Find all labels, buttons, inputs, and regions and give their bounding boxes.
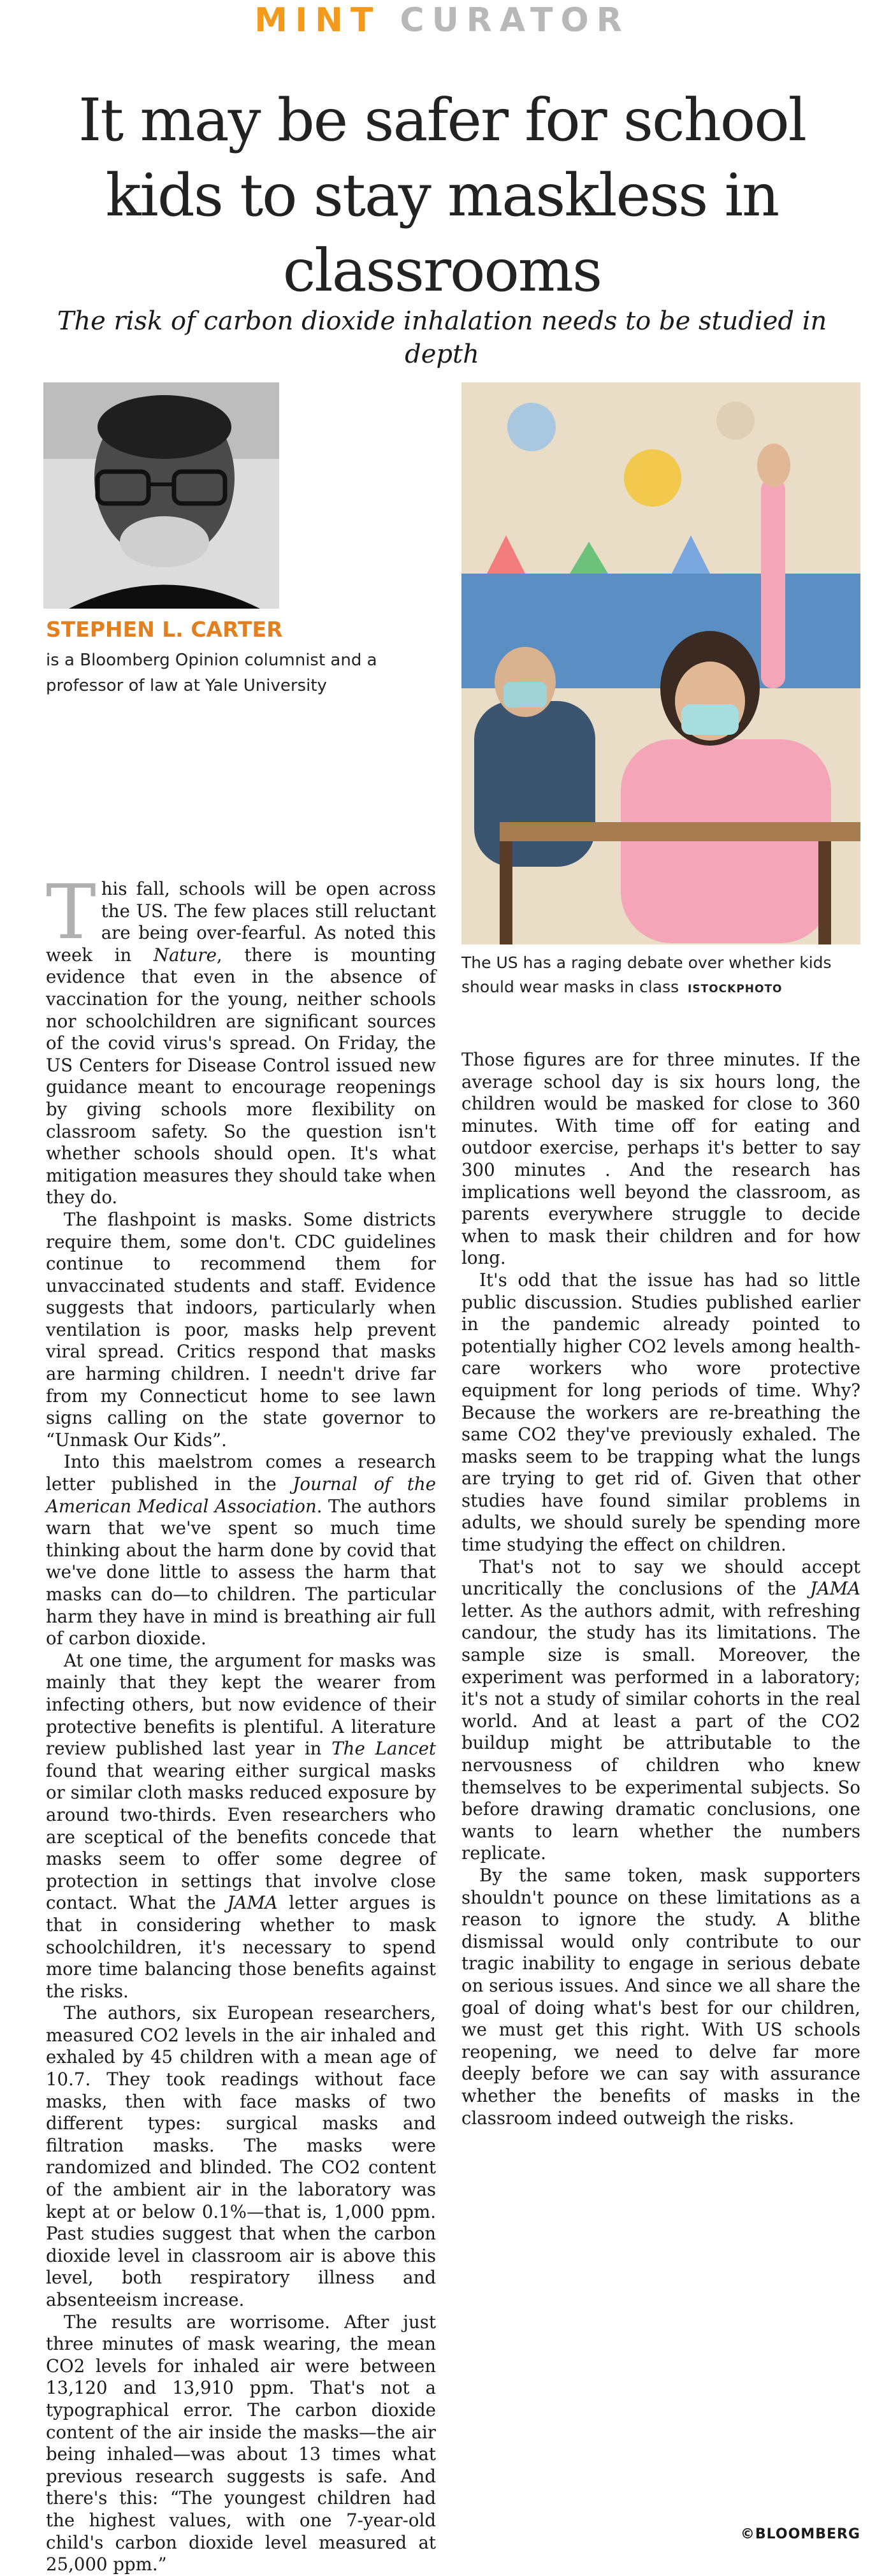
author-headshot [43, 382, 279, 609]
publication-name: JAMA [809, 1578, 860, 1600]
deck: The risk of carbon dioxide inhalation needs to be studied in depth [57, 307, 827, 369]
section-label-mint: MINT [254, 1, 381, 40]
article-text: Into this maelstrom comes a research letter published in the [46, 1451, 436, 1495]
footer-credit: ©BLOOMBERG [740, 2526, 860, 2542]
publication-name: Journal of the American Medical Association [46, 1473, 436, 1517]
article-text: , there is mounting evidence that even in the absence of vaccination for the young, neither schools nor schoolchildren are significant sources of the covid virus's spread. On Friday, the US Centers for Disease Control issued new guidance meant to encourage reopenings by giving schools more flexibility on classroom safety. So the question isn't whether schools should open. It's what mitigation measures they should take when they do. [46, 944, 437, 1208]
article-text: letter argues is that in considering whether to mask schoolchildren, it's necessary to spend more time balancing those benefits against the risks. [46, 1892, 436, 2002]
article-text: . The authors warn that we've spent so much time thinking about the harm done by covid that we've done little to assess the harm that masks can do—to children. The particular harm they have in mind is breathing air full of carbon dioxide. [46, 1495, 436, 1649]
article-column-right [461, 1049, 860, 2129]
article-paragraph: By the same token, mask supporters shouldn't pounce on these limitations as a reason to ignore the study. A blithe dismissal would only contribute to our tragic inability to engage in serious debate on serious issues. And since we all share the goal of doing what's best for our children, we must get this right. With US schools reopening, we need to delve far more deeply before we can say with assurance whether the benefits of masks in the classroom indeed outweigh the risks. [461, 1864, 860, 2129]
article-text: At one time, the argument for masks was mainly that they kept the wearer from infecting others, but now evidence of their protective benefits is plentiful. A literature review published last year in [46, 1649, 436, 1760]
article-paragraph: The authors, six European researchers, measured CO2 levels in the air inhaled and exhaled by 45 children with a mean age of 10.7. They took readings without face masks, then with face masks of two different types: surgical masks and filtration masks. The masks were randomized and blinded. The CO2 content of the ambient air in the laboratory was kept at or below 0.1%—that is, 1,000 ppm. Past studies suggest that when the carbon dioxide level in classroom air is above this level, both respiratory illness and absenteeism increase. [46, 2002, 436, 2310]
article-column-left [46, 868, 437, 2576]
photo-credit: ISTOCKPHOTO [688, 983, 783, 995]
article-paragraph: The flashpoint is masks. Some districts require them, some don't. CDC guidelines continue to recommend them for unvaccinated students and staff. Evidence suggests that indoors, particularly when ventilation is poor, masks help prevent viral spread. Critics respond that masks are harming children. I needn't drive far from my Connecticut home to see lawn signs calling on the state governor to “Unmask Our Kids”. [46, 1208, 436, 1451]
article-text: his fall, schools will be open across the US. The few places still reluctant are being over-fearful. As noted this week in [46, 878, 436, 966]
publication-name: JAMA [227, 1892, 278, 1914]
author-name: STEPHEN L. CARTER [46, 617, 283, 642]
section-label [0, 0, 884, 41]
article-paragraph [46, 1451, 436, 1649]
article-text: That's not to say we should accept uncritically the conclusions of the [461, 1556, 860, 1600]
author-bio: is a Bloomberg Opinion columnist and a professor of law at Yale University [46, 651, 377, 695]
article-text: found that wearing either surgical masks or similar cloth masks reduced exposure by around two-thirds. Even researchers who are sceptical of the benefits concede that masks seem to offer some degree of protection in settings that involve close contact. What the [46, 1760, 436, 1914]
publication-name: Nature [153, 944, 217, 966]
headline: It may be safer for school kids to stay maskless in classrooms [78, 86, 806, 305]
article-paragraph: It's odd that the issue has had so little public discussion. Studies published earlier in the pandemic already pointed to potentially higher CO2 levels among health-care workers who wore protective equipment for long periods of time. Why? Because the workers are re-breathing the same CO2 they've previously exhaled. The masks seem to be trapping what the lungs are trying to get rid of. Given that other studies have found similar problems in adults, we should surely be spending more time studying the effect on children. [461, 1269, 860, 1556]
article-paragraph [46, 1650, 436, 2003]
photo-caption-text: The US has a raging debate over whether kids should wear masks in class [461, 953, 832, 996]
article-paragraph: The results are worrisome. After just three minutes of mask wearing, the mean CO2 levels for inhaled air were between 13,120 and 13,910 ppm. That's not a typographical error. The carbon dioxide content of the air inside the masks—the air being inhaled—was about 13 times what previous research suggests is safe. And there's this: “The youngest children had the highest values, with one 7-year-old child's carbon dioxide level measured at 25,000 ppm.” [46, 2311, 436, 2575]
section-label-curator: CURATOR [400, 1, 630, 40]
article-paragraph [46, 868, 437, 1209]
article-paragraph [461, 1556, 860, 1865]
classroom-photo [461, 382, 860, 944]
article-text: letter. As the authors admit, with refreshing candour, the study has its limitations. The sample size is small. Moreover, the experiment was performed in a laboratory; it's not a study of similar cohorts in the real world. And at least a part of the CO2 buildup might be attributable to the nervousness of children who knew themselves to be experimental subjects. So before drawing dramatic conclusions, one wants to learn whether the numbers replicate. [461, 1600, 860, 1864]
publication-name: The Lancet [331, 1738, 436, 1760]
article-paragraph: Those figures are for three minutes. If the average school day is six hours long, the children would be masked for close to 360 minutes. With time off for eating and outdoor exercise, perhaps it's better to say 300 minutes . And the research has implications well beyond the classroom, as parents everywhere struggle to decide when to mask their children and for how long. [461, 1049, 860, 1269]
drop-cap: T [46, 868, 96, 956]
photo-caption [461, 951, 860, 1001]
